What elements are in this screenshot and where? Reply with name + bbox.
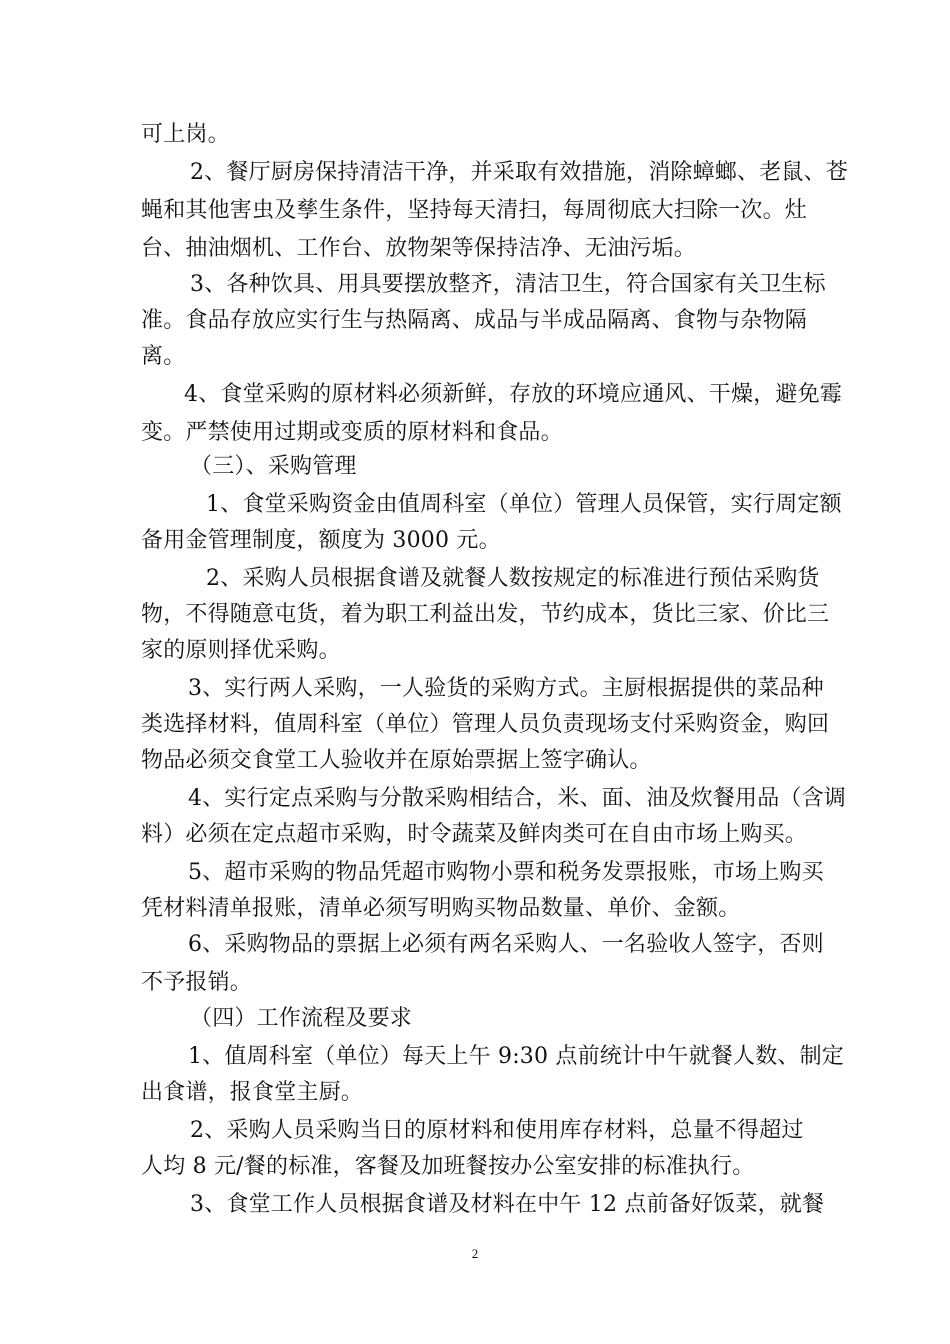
text-line: 4、食堂采购的原材料必须新鲜，存放的环境应通风、干燥，避免霉 [184, 382, 842, 407]
text-line: 可上岗。 [141, 122, 230, 147]
text-line: 5、超市采购的物品凭超市购物小票和税务发票报账，市场上购买 [188, 860, 824, 885]
text-line: 不予报销。 [141, 970, 253, 995]
text-line: 类选择材料，值周科室（单位）管理人员负责现场支付采购资金，购回 [141, 712, 830, 737]
text-line: 3、各种饮具、用具要摆放整齐，清洁卫生，符合国家有关卫生标 [190, 272, 826, 297]
text-line: 变。严禁使用过期或变质的原材料和食品。 [141, 420, 563, 445]
text-line: 准。食品存放应实行生与热隔离、成品与半成品隔离、食物与杂物隔 [141, 308, 808, 333]
text-line: 人均 8 元/餐的标准，客餐及加班餐按办公室安排的标准执行。 [141, 1154, 755, 1179]
section-heading: （三）、采购管理 [190, 454, 357, 479]
text-line: 1、值周科室（单位）每天上午 9:30 点前统计中午就餐人数、制定 [188, 1044, 844, 1069]
text-line: 3、食堂工作人员根据食谱及材料在中午 12 点前备好饭菜，就餐 [190, 1192, 825, 1217]
text-line: 凭材料清单报账，清单必须写明购买物品数量、单价、金额。 [141, 896, 741, 921]
text-line: 物，不得随意屯货，着为职工利益出发，节约成本，货比三家、价比三 [141, 602, 830, 627]
text-line: 料）必须在定点超市采购，时令蔬菜及鲜肉类可在自由市场上购买。 [141, 822, 808, 847]
text-line: 备用金管理制度，额度为 3000 元。 [141, 528, 501, 553]
text-line: 离。 [141, 344, 186, 369]
text-line: 家的原则择优采购。 [141, 638, 341, 663]
text-line: 2、餐厅厨房保持清洁干净，并采取有效措施，消除蟑螂、老鼠、苍 [190, 160, 848, 185]
text-line: 台、抽油烟机、工作台、放物架等保持洁净、无油污垢。 [141, 236, 697, 261]
text-line: 1、食堂采购资金由值周科室（单位）管理人员保管，实行周定额 [206, 492, 842, 517]
text-line: 2、采购人员根据食谱及就餐人数按规定的标准进行预估采购货 [206, 566, 820, 591]
text-line: 3、实行两人采购，一人验货的采购方式。主厨根据提供的菜品种 [188, 676, 824, 701]
text-line: 蝇和其他害虫及孳生条件，坚持每天清扫，每周彻底大扫除一次。灶 [141, 198, 808, 223]
text-line: 出食谱，报食堂主厨。 [141, 1080, 364, 1105]
text-line: 4、实行定点采购与分散采购相结合，米、面、油及炊餐用品（含调 [188, 786, 846, 811]
page-number: 2 [471, 1246, 479, 1261]
text-line: 物品必须交食堂工人验收并在原始票据上签字确认。 [141, 748, 652, 773]
text-line: 6、采购物品的票据上必须有两名采购人、一名验收人签字，否则 [188, 932, 824, 957]
section-heading: （四）工作流程及要求 [190, 1006, 413, 1031]
text-line: 2、采购人员采购当日的原材料和使用库存材料，总量不得超过 [190, 1118, 804, 1143]
